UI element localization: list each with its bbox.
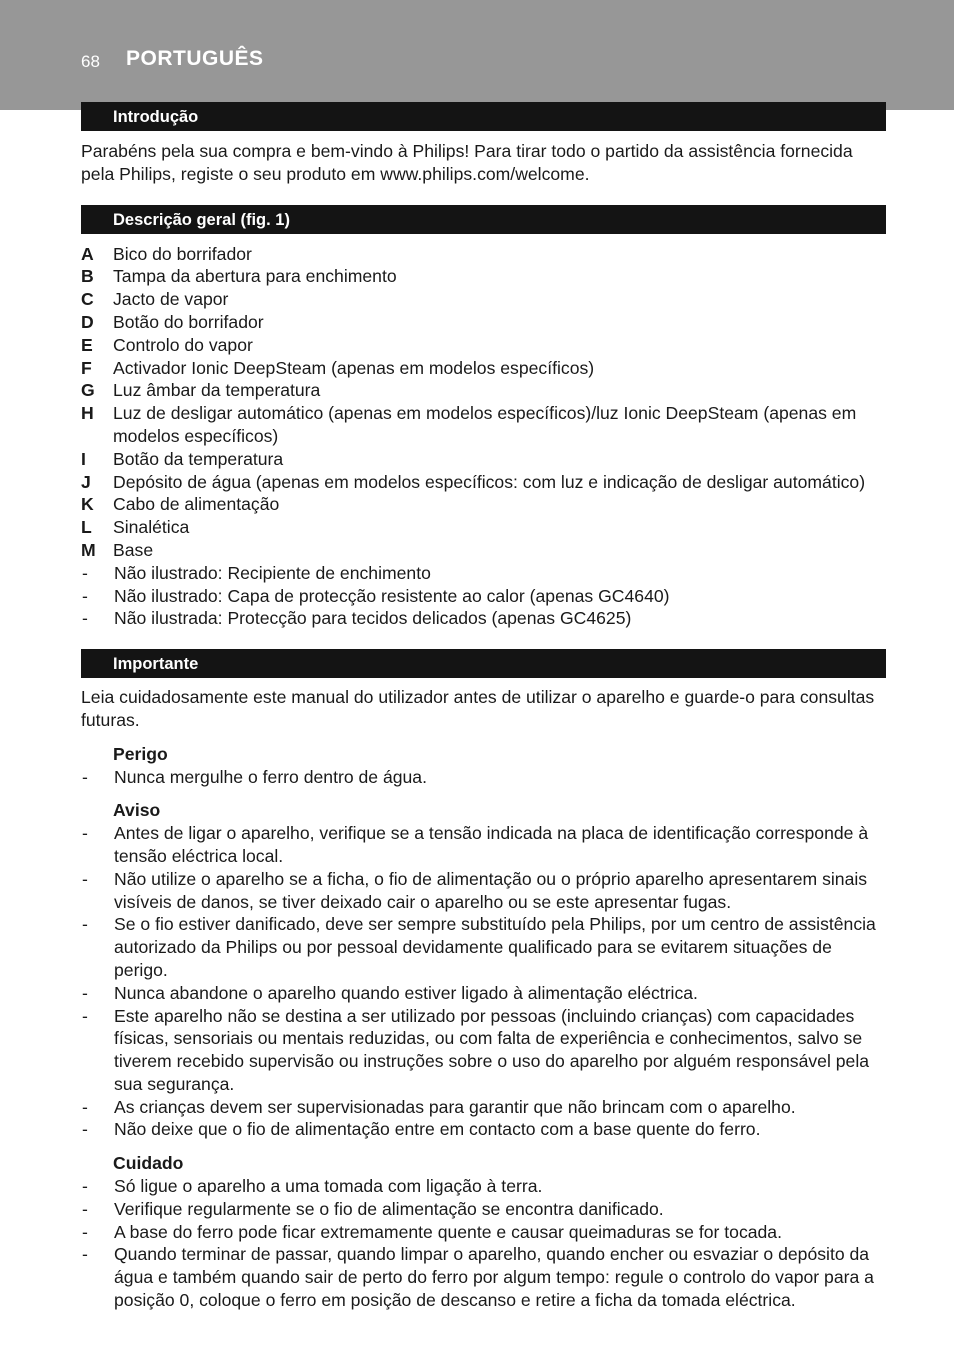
list-dash: - xyxy=(82,823,88,844)
list-dash: - xyxy=(82,766,88,787)
list-dash: - xyxy=(82,1244,88,1265)
list-dash: - xyxy=(82,1221,88,1242)
list-item-text: Não ilustrada: Protecção para tecidos delicados (apenas GC4625) xyxy=(114,608,632,629)
list-item-text: Não ilustrado: Recipiente de enchimento xyxy=(114,562,431,583)
list-item-letter: M xyxy=(81,539,96,560)
list-item-text: Jacto de vapor xyxy=(113,289,229,310)
important-paragraph: Leia cuidadosamente este manual do utilizador antes de utilizar o aparelho e guarde-o para consultas futuras. xyxy=(81,687,875,730)
list-item-text: Nunca mergulhe o ferro dentro de água. xyxy=(114,766,427,787)
list-item xyxy=(81,357,886,380)
list-item-letter: H xyxy=(81,403,94,424)
section-heading-intro: Introdução xyxy=(81,102,886,131)
list-item-letter: B xyxy=(81,266,94,287)
list-dash: - xyxy=(82,562,88,583)
list-item xyxy=(81,913,886,981)
warning-heading: Aviso xyxy=(113,800,161,821)
section-heading-important: Importante xyxy=(81,649,886,678)
list-dash: - xyxy=(82,1096,88,1117)
list-item-text: Activador Ionic DeepSteam (apenas em modelos específicos) xyxy=(113,357,595,378)
list-item-letter: D xyxy=(81,311,94,332)
list-item xyxy=(81,516,886,539)
warning-list xyxy=(81,822,886,1141)
list-item-text: Quando terminar de passar, quando limpar o aparelho, quando encher ou esvaziar o depósito da água e também quando sair de perto do ferro por algum tempo: regule o controlo do vapor para a posição 0, coloque o ferro em posição de descanso e retire a ficha da tomada eléctrica. xyxy=(114,1244,874,1311)
list-item-text: Este aparelho não se destina a ser utilizado por pessoas (incluindo crianças) com capacidades físicas, sensoriais ou mentais reduzidas, ou com falta de experiência e conhecimentos, salvo se tiverem recebido supervisão ou instruções sobre o uso do aparelho por alguém responsável pela sua segurança. xyxy=(114,1005,870,1094)
list-item xyxy=(81,379,886,402)
list-item xyxy=(81,1175,886,1198)
list-item-text: Botão da temperatura xyxy=(113,448,284,469)
list-item-text: Se o fio estiver danificado, deve ser sempre substituído pela Philips, por um centro de assistência autorizado da Philips ou por pessoal devidamente qualificado para se evitarem situações de perigo. xyxy=(114,914,876,980)
list-item-letter: I xyxy=(81,448,86,469)
list-item-text: Não deixe que o fio de alimentação entre em contacto com a base quente do ferro. xyxy=(114,1119,761,1140)
list-item-letter: F xyxy=(81,357,92,378)
list-item-text: Luz âmbar da temperatura xyxy=(113,380,321,401)
list-item xyxy=(81,1221,886,1244)
list-item xyxy=(81,982,886,1005)
list-item xyxy=(81,585,886,608)
list-dash: - xyxy=(82,868,88,889)
list-item-text: As crianças devem ser supervisionadas para garantir que não brincam com o aparelho. xyxy=(114,1096,796,1117)
list-item xyxy=(81,265,886,288)
list-item-text: Verifique regularmente se o fio de alimentação se encontra danificado. xyxy=(114,1198,664,1219)
header-band xyxy=(0,0,954,110)
list-dash: - xyxy=(82,1005,88,1026)
caution-list xyxy=(81,1175,886,1312)
list-dash: - xyxy=(82,1198,88,1219)
list-dash: - xyxy=(82,914,88,935)
list-item-letter: E xyxy=(81,334,93,355)
list-item-letter: C xyxy=(81,289,94,310)
list-item xyxy=(81,448,886,471)
section-heading-overview: Descrição geral (fig. 1) xyxy=(81,205,886,234)
list-item xyxy=(81,607,886,630)
overview-list xyxy=(81,243,886,631)
list-item xyxy=(81,766,886,789)
danger-heading: Perigo xyxy=(113,743,168,764)
caution-heading: Cuidado xyxy=(113,1153,184,1174)
list-item-letter: A xyxy=(81,243,94,264)
list-dash: - xyxy=(82,1176,88,1197)
list-item xyxy=(81,1198,886,1221)
list-item xyxy=(81,402,886,448)
language-title: PORTUGUÊS xyxy=(126,47,264,70)
list-item-text: Botão do borrifador xyxy=(113,311,264,332)
list-dash: - xyxy=(82,585,88,606)
list-item xyxy=(81,1096,886,1119)
list-item xyxy=(81,1005,886,1096)
list-item xyxy=(81,288,886,311)
list-item xyxy=(81,868,886,914)
list-item xyxy=(81,493,886,516)
list-item xyxy=(81,311,886,334)
list-dash: - xyxy=(82,608,88,629)
list-item-text: Cabo de alimentação xyxy=(113,494,280,515)
list-item xyxy=(81,471,886,494)
intro-paragraph: Parabéns pela sua compra e bem-vindo à Philips! Para tirar todo o partido da assistência fornecida pela Philips, registe o seu produto em www.philips.com/welcome. xyxy=(81,141,853,184)
list-item-text: Base xyxy=(113,539,154,560)
list-item-text: A base do ferro pode ficar extremamente quente e causar queimaduras se for tocada. xyxy=(114,1221,782,1242)
list-item xyxy=(81,243,886,266)
list-item xyxy=(81,539,886,562)
list-item-letter: L xyxy=(81,517,92,538)
list-item-text: Luz de desligar automático (apenas em modelos específicos)/luz Ionic DeepSteam (apenas em modelos específicos) xyxy=(113,403,857,446)
list-item-text: Depósito de água (apenas em modelos específicos: com luz e indicação de desligar automático) xyxy=(113,471,866,492)
list-dash: - xyxy=(82,982,88,1003)
list-item-text: Nunca abandone o aparelho quando estiver ligado à alimentação eléctrica. xyxy=(114,982,698,1003)
page-number: 68 xyxy=(81,52,100,71)
list-item-letter: G xyxy=(81,380,95,401)
list-item-text: Antes de ligar o aparelho, verifique se a tensão indicada na placa de identificação corresponde à tensão eléctrica local. xyxy=(114,823,869,866)
list-item-text: Não utilize o aparelho se a ficha, o fio de alimentação ou o próprio aparelho apresentarem sinais visíveis de danos, se tiver deixado cair o aparelho ou se este apresentar fugas. xyxy=(114,868,868,912)
list-item-text: Só ligue o aparelho a uma tomada com ligação à terra. xyxy=(114,1176,543,1197)
list-dash: - xyxy=(82,1119,88,1140)
list-item xyxy=(81,1243,886,1311)
page-content xyxy=(81,102,886,1312)
list-item-letter: K xyxy=(81,494,94,515)
list-item-letter: J xyxy=(81,471,91,492)
list-item xyxy=(81,822,886,868)
list-item xyxy=(81,334,886,357)
list-item-text: Bico do borrifador xyxy=(113,243,252,264)
list-item-text: Não ilustrado: Capa de protecção resistente ao calor (apenas GC4640) xyxy=(114,585,670,606)
list-item xyxy=(81,1118,886,1141)
danger-list xyxy=(81,766,886,789)
list-item-text: Tampa da abertura para enchimento xyxy=(113,266,397,287)
list-item xyxy=(81,562,886,585)
list-item-text: Controlo do vapor xyxy=(113,334,253,355)
list-item-text: Sinalética xyxy=(113,517,190,538)
